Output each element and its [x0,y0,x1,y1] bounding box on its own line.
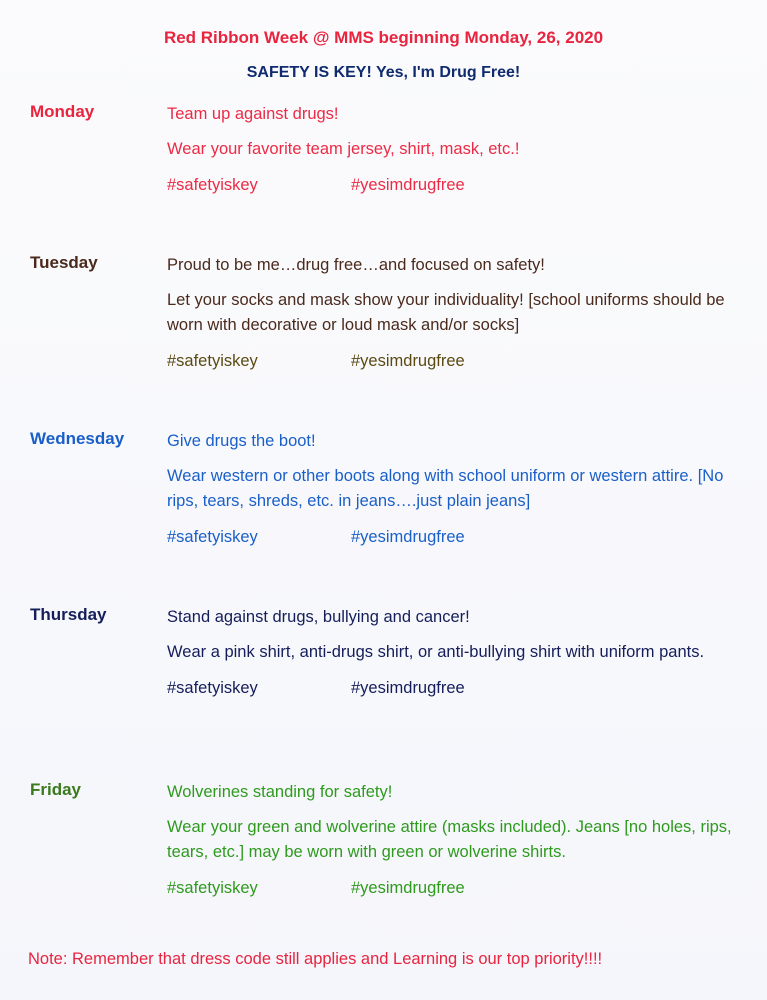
footer-note: Note: Remember that dress code still applies and Learning is our top priority!!!! [28,950,603,968]
day-body [167,780,737,901]
hashtag-yesimdrugfree: #yesimdrugfree [351,528,465,546]
day-theme: Team up against drugs! [167,105,339,123]
hashtag-yesimdrugfree: #yesimdrugfree [351,879,465,897]
day-name: Monday [30,102,95,121]
day-name: Tuesday [30,253,98,272]
hashtags [167,876,737,901]
day-body [167,605,737,701]
flyer-title: Red Ribbon Week @ MMS beginning Monday, 26, 2020 [163,28,604,47]
hashtag-yesimdrugfree: #yesimdrugfree [351,679,465,697]
day-description: Wear your favorite team jersey, shirt, mask, etc.! [167,140,520,158]
hashtag-safetyiskey: #safetyiskey [167,528,258,546]
hashtag-safetyiskey: #safetyiskey [167,879,258,897]
hashtag-safetyiskey: #safetyiskey [167,352,258,370]
hashtags [167,173,737,198]
day-theme: Proud to be me…drug free…and focused on safety! [167,256,545,274]
day-theme: Stand against drugs, bullying and cancer! [167,608,470,626]
day-theme: Wolverines standing for safety! [167,783,393,801]
hashtags [167,525,737,550]
day-description: Wear western or other boots along with school uniform or western attire. [No rips, tears, shreds, etc. in jeans….just plain jeans] [167,467,724,510]
flyer-subtitle: SAFETY IS KEY! Yes, I'm Drug Free! [246,64,521,81]
day-name: Thursday [30,605,107,624]
day-body [167,253,737,374]
day-theme: Give drugs the boot! [167,432,316,450]
hashtag-safetyiskey: #safetyiskey [167,176,258,194]
hashtag-yesimdrugfree: #yesimdrugfree [351,352,465,370]
day-name: Friday [30,780,82,799]
hashtag-safetyiskey: #safetyiskey [167,679,258,697]
hashtags [167,349,737,374]
day-body [167,429,737,550]
day-description: Wear your green and wolverine attire (masks included). Jeans [no holes, rips, tears, etc.] may be worn with green or wolverine shirts. [167,818,732,861]
day-body [167,102,737,198]
hashtag-yesimdrugfree: #yesimdrugfree [351,176,465,194]
hashtags [167,676,737,701]
day-description: Wear a pink shirt, anti-drugs shirt, or anti-bullying shirt with uniform pants. [167,643,705,661]
day-description: Let your socks and mask show your individuality! [school uniforms should be worn with decorative or loud mask and/or socks] [167,291,725,334]
day-name: Wednesday [30,429,125,448]
